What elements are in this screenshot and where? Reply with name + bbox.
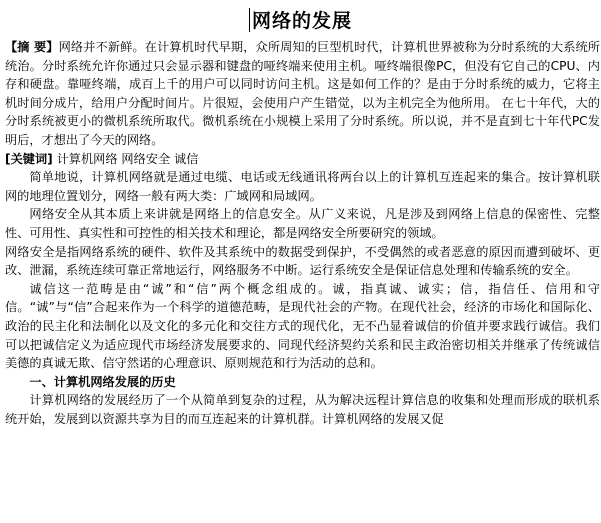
paragraph-history: 计算机网络的发展经历了一个从简单到复杂的过程，从为解决远程计算信息的收集和处理而形成的联机系统开始，发展到以资源共享为目的而互连起来的计算机群。计算机网络的发展又促: [5, 393, 600, 426]
section-heading-history: 一、计算机网络发展的历史: [29, 374, 176, 389]
keywords-text: 计算机网络 网络安全 诚信: [52, 151, 199, 166]
document-body: [5, 38, 600, 428]
abstract-label: 【摘 要】: [5, 40, 59, 54]
abstract-text: 网络并不新鲜。在计算机时代早期，众所周知的巨型机时代，计算机世界被称为分时系统的大系统所统治。分时系统允许你通过只会显示器和键盘的哑终端来使用主机。哑终端很像PC，但没有它自己的CPU、内存和硬盘。靠哑终端，成百上千的用户可以同时访问主机。这是如何工作的？是由于分时系统的威力，它将主机时间分成片，给用户分配时间片。片很短，会使用户产生错觉，以为主机完全为他所用。 在七十年代，大的分时系统被更小的微机系统所取代。微机系统在小规模上采用了分时系统。所以说，并不是直到七十年代PC发明后，才想出了今天的网络。: [5, 40, 600, 147]
abstract-paragraph: [5, 38, 600, 150]
paragraph-security-essence: 网络安全从其本质上来讲就是网络上的信息安全。从广义来说，凡是涉及到网络上信息的保密性、完整性、可用性、真实性和可控性的相关技术和理论，都是网络安全所要研究的领域。: [5, 207, 600, 240]
document-title: 网络的发展: [251, 10, 352, 32]
keywords-paragraph: [5, 150, 600, 169]
title-row: [0, 6, 601, 34]
paragraph-network-definition: 简单地说，计算机网络就是通过电缆、电话或无线通讯将两台以上的计算机互连起来的集合。按计算机联网的地理位置划分，网络一般有两大类：广域网和局域网。: [5, 170, 600, 203]
text-cursor: [249, 8, 250, 32]
keywords-label: [关键词]: [5, 151, 53, 166]
paragraph-security-definition: 网络安全是指网络系统的硬件、软件及其系统中的数据受到保护，不受偶然的或者恶意的原因而遭到破坏、更改、泄漏，系统连续可靠正常地运行，网络服务不中断。运行系统安全是保证信息处理和传输系统的安全。: [5, 244, 600, 278]
paragraph-integrity: 诚信这一范畴是由“诚”和“信”两个概念组成的。诚，指真诚、诚实；信，指信任、信用和守信。“诚”与“信”合起来作为一个科学的道德范畴，是现代社会的产物。在现代社会，经济的市场化和国际化、政治的民主化和法制化以及文化的多元化和交往方式的现代化，无不凸显着诚信的价值并要求践行诚信。我们可以把诚信定义为适应现代市场经济发展要求的、同现代经济契约关系和民主政治密切相关并继承了传统诚信美德的真诚无欺、信守然诺的心理意识、原则规范和行为活动的总和。: [5, 281, 600, 371]
